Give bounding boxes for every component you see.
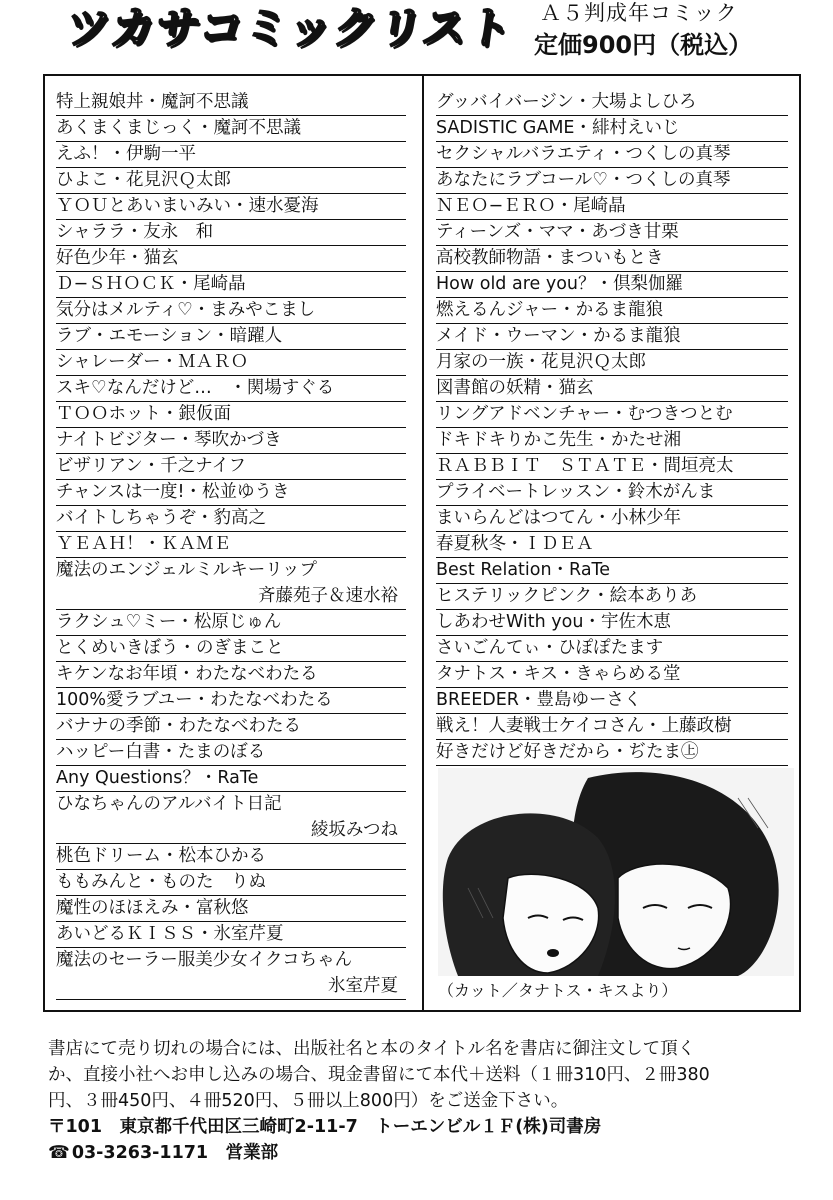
manga-illustration	[438, 768, 794, 976]
title-list-item: あくまくまじっく・魔訶不思議	[56, 116, 406, 142]
notice-line: 円、３冊450円、４冊520円、５冊以上800円）をご送金下さい。	[48, 1091, 569, 1111]
title-list-item: 斉藤苑子＆速水裕	[56, 584, 406, 610]
title-list-item: セクシャルバラエティ・つくしの真琴	[436, 142, 788, 168]
header	[0, 0, 833, 62]
title-list-item: 燃えるんジャー・かるま龍狼	[436, 298, 788, 324]
title-list-item: バナナの季節・わたなべわたる	[56, 714, 406, 740]
title-list-item: ＮＥＯ−ＥＲＯ・尾崎晶	[436, 194, 788, 220]
title-list-item: 好色少年・猫玄	[56, 246, 406, 272]
title-list-item: さいごんてぃ・ひぽぽたます	[436, 636, 788, 662]
title-list-item: 好きだけど好きだから・ぢたま㊤	[436, 740, 788, 766]
title-list-item: メイド・ウーマン・かるま龍狼	[436, 324, 788, 350]
title-list-item: BREEDER・豊島ゆーさく	[436, 688, 788, 714]
title-list-item: ハッピー白書・たまのぼる	[56, 740, 406, 766]
title-list-item: 魔法のセーラー服美少女イクコちゃん	[56, 950, 353, 970]
page-title: ツカサコミックリスト	[62, 3, 517, 54]
title-list-item: 特上親娘丼・魔訶不思議	[56, 90, 406, 116]
title-list-item: Best Relation・RaTe	[436, 558, 788, 584]
publisher-phone-row	[48, 1140, 278, 1166]
title-list-item: えふ！・伊駒一平	[56, 142, 406, 168]
title-list-item: スキ♡なんだけど… ・関場すぐる	[56, 376, 406, 402]
title-list-item: ＲＡＢＢＩＴ ＳＴＡＴＥ・間垣亮太	[436, 454, 788, 480]
title-list-item: 月家の一族・花見沢Ｑ太郎	[436, 350, 788, 376]
notice-line: 書店にて売り切れの場合には、出版社名と本のタイトル名を書店に御注文して頂く	[48, 1039, 696, 1059]
title-list-item: Ｄ−ＳＨＯＣＫ・尾崎晶	[56, 272, 406, 298]
title-list-item: ラクシュ♡ミー・松原じゅん	[56, 610, 406, 636]
format-label: Ａ５判成年コミック	[540, 1, 738, 25]
title-list-item: リングアドベンチャー・むつきつとむ	[436, 402, 788, 428]
title-list-item: 綾坂みつね	[56, 818, 406, 844]
title-list-item: チャンスは一度!・松並ゆうき	[56, 480, 406, 506]
title-list-item: ひよこ・花見沢Ｑ太郎	[56, 168, 406, 194]
title-list-item: シャレーダー・ＭＡＲＯ	[56, 350, 406, 376]
title-list-item: ラブ・エモーション・暗躍人	[56, 324, 406, 350]
title-list-item: とくめいきぼう・のぎまこと	[56, 636, 406, 662]
right-title-list	[436, 90, 792, 766]
title-list-item: ＹＯＵとあいまいみい・速水憂海	[56, 194, 406, 220]
title-list-item: ヒステリックピンク・絵本ありあ	[436, 584, 788, 610]
title-list-item: まいらんどはつてん・小林少年	[436, 506, 788, 532]
notice-line: か、直接小社へお申し込みの場合、現金書留にて本代＋送料（１冊310円、２冊380	[48, 1065, 710, 1085]
title-list-item: あいどるＫＩＳＳ・氷室芹夏	[56, 922, 406, 948]
title-list-item: SADISTIC GAME・緋村えいじ	[436, 116, 788, 142]
order-notice	[48, 1036, 788, 1114]
title-list-item: 戦え！人妻戦士ケイコさん・上藤政樹	[436, 714, 788, 740]
title-list-item: 氷室芹夏	[56, 974, 406, 1000]
title-list-item: 魔性のほほえみ・富秋悠	[56, 896, 406, 922]
title-list-item: 気分はメルティ♡・まみやこまし	[56, 298, 406, 324]
column-divider	[422, 74, 424, 1012]
title-list-item: ナイトビジター・琴吹かづき	[56, 428, 406, 454]
telephone-icon: ☎	[48, 1143, 70, 1163]
title-list-item: 高校教師物語・まついもとき	[436, 246, 788, 272]
title-list-item: ドキドキりかこ先生・かたせ湘	[436, 428, 788, 454]
title-list-item: How old are you？・倶梨伽羅	[436, 272, 788, 298]
title-list-item: グッバイバージン・大場よしひろ	[436, 90, 788, 116]
illustration-caption: （カット／タナトス・キスより）	[438, 981, 678, 1000]
title-list-item: あなたにラブコール♡・つくしの真琴	[436, 168, 788, 194]
illustration-drawing	[438, 768, 794, 976]
title-list-item: 魔法のエンジェルミルキーリップ	[56, 560, 318, 580]
title-list-item: 桃色ドリーム・松本ひかる	[56, 844, 406, 870]
publisher-phone: 03-3263-1171 営業部	[71, 1143, 279, 1163]
title-list-item: タナトス・キス・きゃらめる堂	[436, 662, 788, 688]
title-list-item: ＹＥＡＨ！・ＫＡＭＥ	[56, 532, 406, 558]
price-label: 定価900円（税込）	[534, 31, 753, 59]
title-list-item: バイトしちゃうぞ・豹高之	[56, 506, 406, 532]
title-list-item: プライベートレッスン・鈴木がんま	[436, 480, 788, 506]
title-list-item: 図書館の妖精・猫玄	[436, 376, 788, 402]
title-list-item: ももみんと・ものた りぬ	[56, 870, 406, 896]
title-list-item: シャララ・友永 和	[56, 220, 406, 246]
title-list-item: しあわせWith you・宇佐木恵	[436, 610, 788, 636]
title-list-item: ビザリアン・千之ナイフ	[56, 454, 406, 480]
title-list-item: ＴＯＯホット・銀仮面	[56, 402, 406, 428]
left-title-list	[56, 90, 414, 1000]
title-list-item: 100%愛ラブユー・わたなべわたる	[56, 688, 406, 714]
title-list-item: Any Questions？・RaTe	[56, 766, 406, 792]
title-list-item: 春夏秋冬・ＩＤＥＡ	[436, 532, 788, 558]
title-list-item: ひなちゃんのアルバイト日記	[56, 794, 282, 814]
title-list-item: キケンなお年頃・わたなべわたる	[56, 662, 406, 688]
publisher-address: 〒101 東京都千代田区三崎町2-11-7 トーエンビル１Ｆ(株)司書房	[48, 1117, 602, 1137]
title-list-item: ティーンズ・ママ・あづき甘栗	[436, 220, 788, 246]
